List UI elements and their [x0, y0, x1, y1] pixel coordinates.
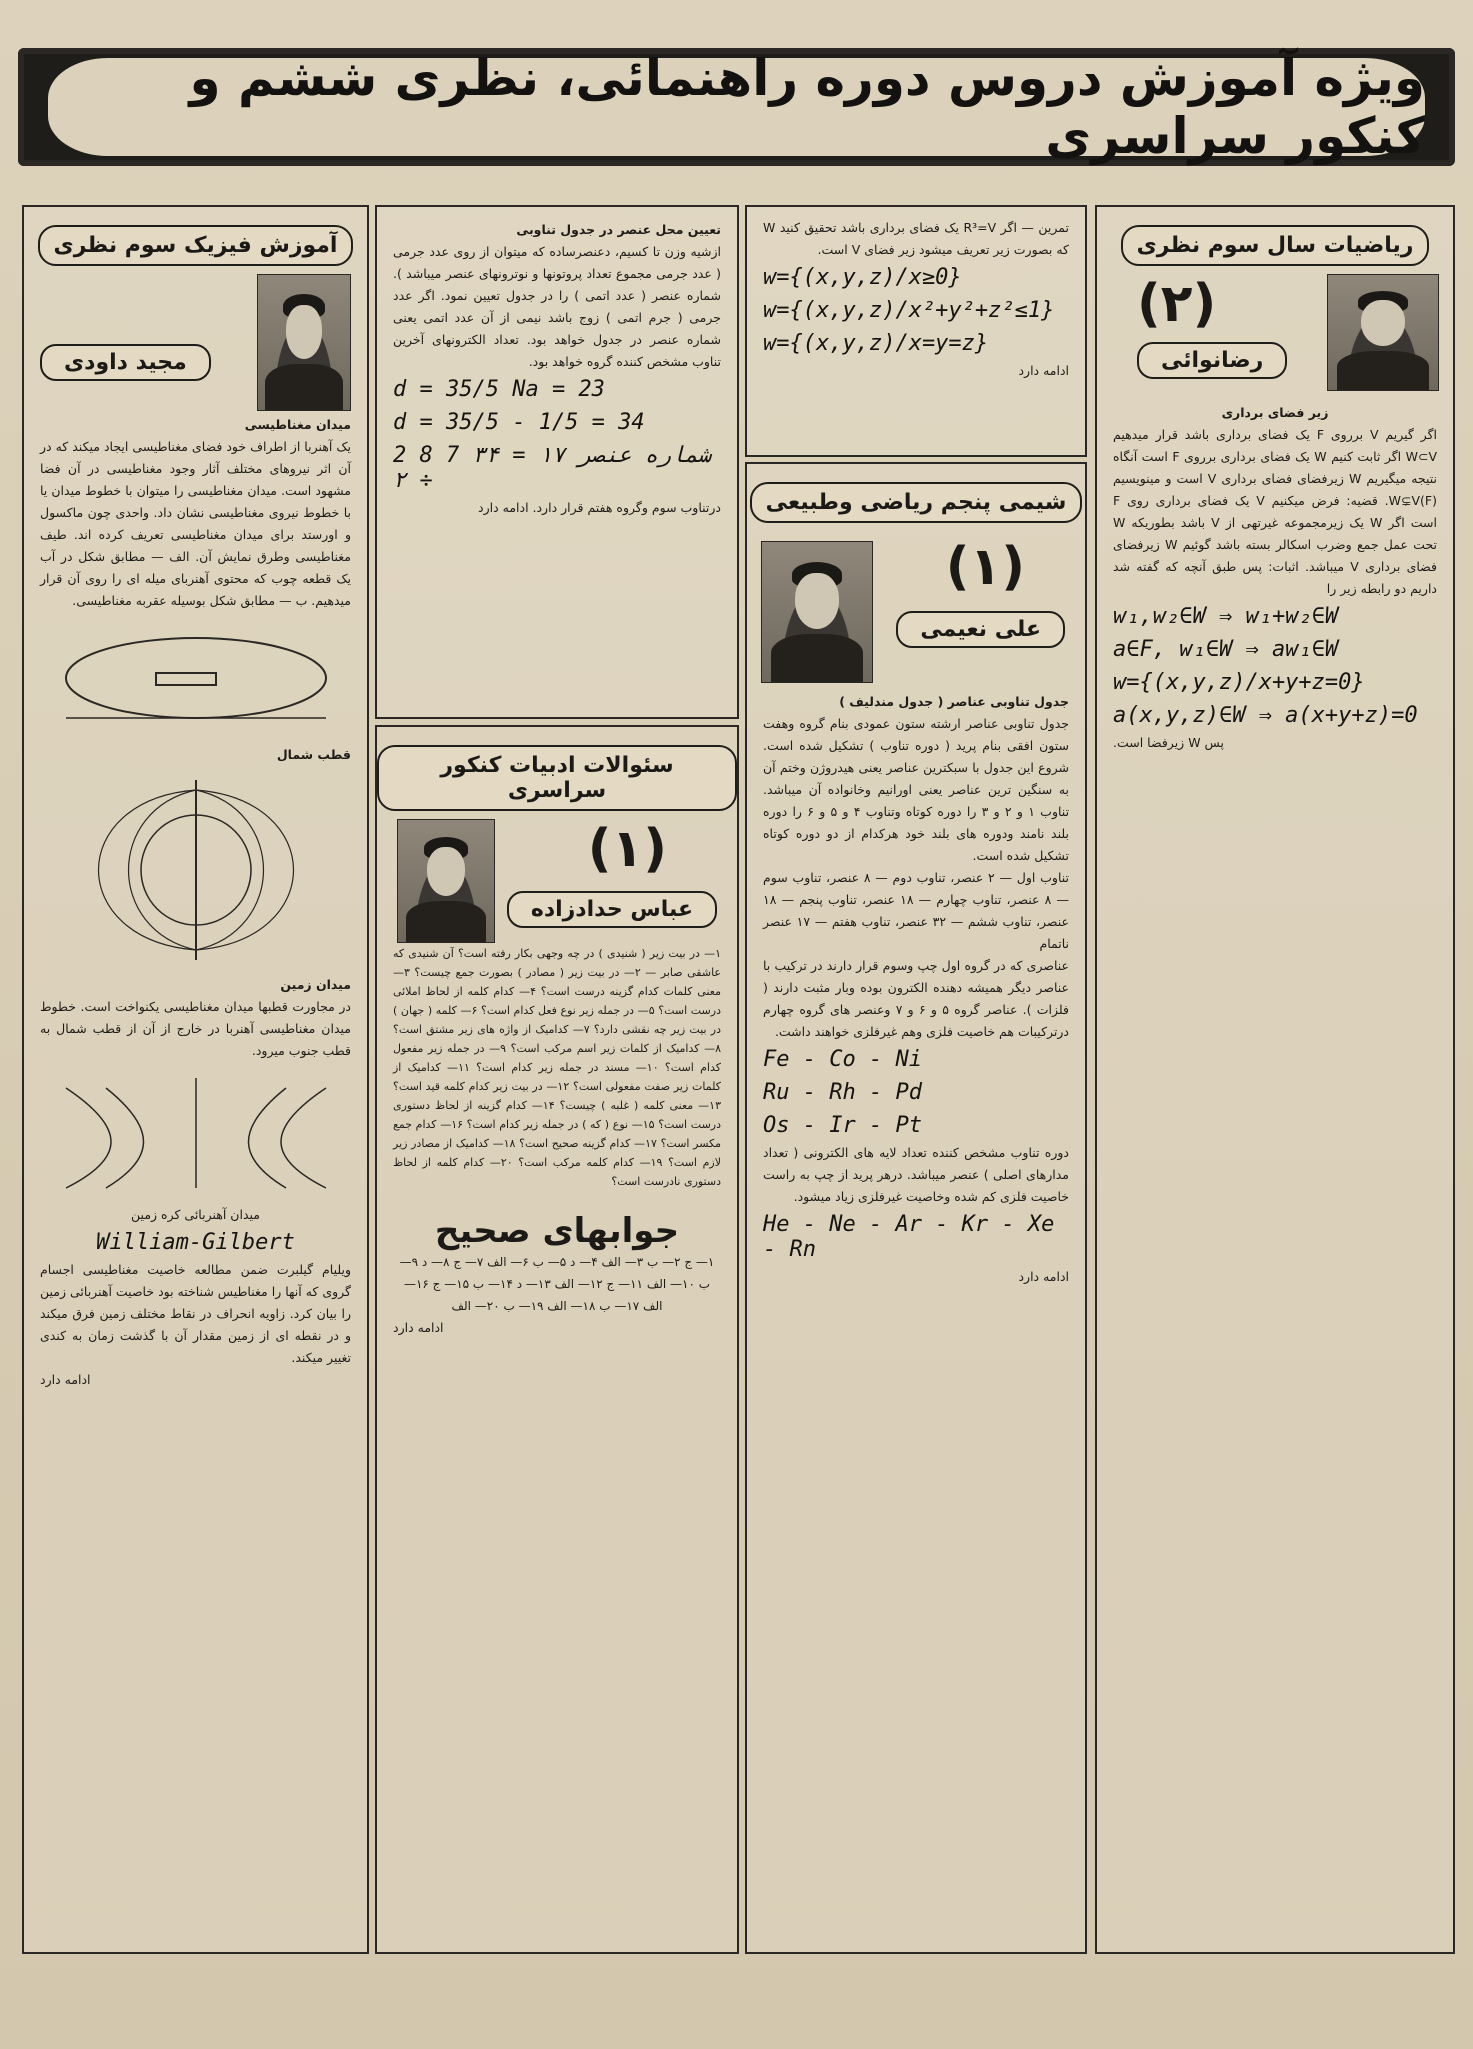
math-title: ریاضیات سال سوم نظری	[1121, 225, 1430, 266]
article-body: ازشیه وزن تا کسیم، دعنصرساده که میتوان از روی عدد جرمی ( عدد جرمی مجموع تعداد پروتونها و نوترونهای عنصر میباشد ). شماره عنصر ( عدد اتمی ) را در جدول تعیین نمود. اگر عدد جرمی ( جرم اتمی ) زوج باشد نیمی از آن عدد اتمی یعنی شماره عنصر در جدول خواهد بود. تعداد الکترونهای آخرین تناوب مشخص کننده گروه خواهد بود.	[393, 244, 721, 369]
article-body: در مجاورت قطبها میدان مغناطیسی یکنواخت است. خطوط میدان مغناطیسی آهنربا در خارج از آن از قطب شمال به قطب جنوب میرود.	[40, 999, 351, 1058]
noble-gases: He - Ne - Ar - Kr - Xe - Rn	[763, 1212, 1055, 1262]
author-photo	[761, 541, 873, 683]
author-photo	[1327, 274, 1439, 391]
author-photo	[257, 274, 351, 411]
figure-label: قطب شمال	[276, 747, 351, 762]
exercise-box	[745, 205, 1087, 457]
article-footer: ادامه دارد	[40, 1372, 91, 1387]
literature-column	[375, 725, 739, 1954]
equation: w={(x,y,z)/x²+y²+z²≤1}	[763, 298, 1055, 323]
equation: 2 8 7 شماره عنصر ۱۷ = ۳۴ ÷ ۲	[393, 443, 711, 493]
equation: d = 35/5 Na = 23	[393, 377, 605, 402]
article-body: ویلیام گیلبرت ضمن مطالعه خاصیت مغناطیسی اجسام گروی که آنها را مغناطیس شناخته بود خاصیت آهنربائی زمین را بیان کرد. زاویه انحراف در نقاط مختلف زمین فرق میکند و در نقطه ای از زمین مقدار آن با گذشت زمان به کندی تغییر میکند.	[40, 1262, 351, 1365]
author-name: مجید داودی	[40, 344, 211, 381]
article-body: دوره تناوب مشخص کننده تعداد لایه های الکترونی ( تعداد مدارهای اصلی ) عنصر میباشد. درهر پرید از چپ به راست خاصیت فلزی کم شده وخاصیت غیرفلزی زیاد میشود.	[763, 1145, 1069, 1204]
article-footer: درتناوب سوم وگروه هفتم قرار دارد. ادامه دارد	[478, 500, 721, 515]
element-row: Fe - Co - Ni	[763, 1047, 922, 1072]
author-photo	[397, 819, 495, 943]
physics-column	[22, 205, 369, 1954]
article-body: یک آهنربا از اطراف خود فضای مغناطیسی ایجاد میکند که در آن اثر نیروهای مختلف آثار وجود مغناطیسی در آن فضا مشهود است. میدان مغناطیسی را میتوان با خطوط میدان یا با خطوط نیروی مغناطیسی نشان داد. واحدی چون ماکسول و اورستد برای میدان مغناطیسی تعریف کرده اند. طیف مغناطیسی وطرق نمایش آن. الف — مطابق شکل در آب یک قطعه چوب که محتوی آهنربای میله ای را روی آن قرار میدهیم. ب — مطابق شکل بوسیله عقربه مغناطیسی.	[40, 439, 351, 608]
chemistry-title: شیمی پنجم ریاضی وطبیعی	[750, 482, 1083, 523]
section-heading: میدان مغناطیسی	[244, 417, 351, 432]
masthead-banner	[18, 48, 1455, 166]
magnet-float-sketch	[46, 618, 346, 738]
figure-caption: میدان آهنربائی کره زمین	[131, 1207, 260, 1222]
author-name: علی نعیمی	[896, 611, 1065, 648]
literature-title: سئوالات ادبیات کنکور سراسری	[377, 745, 737, 811]
article-footer: ادامه دارد	[393, 1320, 444, 1335]
answers-list: ۱— ج ۲— ب ۳— الف ۴— د ۵— ب ۶— الف ۷— ج ۸— د ۹— ب ۱۰— الف ۱۱— ج ۱۲— الف ۱۳— د ۱۴— ب ۱۵— ج ۱۶— الف ۱۷— ب ۱۸— الف ۱۹— ب ۲۰— الف	[399, 1255, 715, 1313]
scientist-name: William-Gilbert	[96, 1230, 295, 1255]
page-title: ویژه آموزش دروس دوره راهنمائی، نظری ششم و کنکور سراسری	[189, 49, 1425, 165]
equation: a(x,y,z)∈W ⇒ a(x+y+z)=0	[1113, 703, 1418, 728]
element-row: Ru - Rh - Pd	[763, 1080, 922, 1105]
article-footer: ادامه دارد	[1018, 1269, 1069, 1284]
equation: a∈F, w₁∈W ⇒ aw₁∈W	[1113, 637, 1339, 662]
questions-list: ۱— در بیت زیر ( شنیدی ) در چه وجهی بکار رفته است؟ آن شنیدی که عاشقی صابر — ۲— در بیت زیر ( مصادر ) بصورت جمع چیست؟ ۳— معنی کلمات کدام گزینه درست است؟ ۴— کدام کلمه از لحاظ املائی درست است؟ ۵— در جمله زیر نوع فعل کدام است؟ ۶— کلمه ( جهان ) در بیت زیر چه نقشی دارد؟ ۷— کدامیک از واژه های زیر مشتق است؟ ۸— کدامیک از کلمات زیر اسم مرکب است؟ ۹— در جمله زیر مفعول کدام است؟ ۱۰— مسند در جمله زیر کدام است؟ ۱۱— کدامیک از کلمات زیر صفت مفعولی است؟ ۱۲— در بیت زیر کدام کلمه قید است؟ ۱۳— معنی کلمه ( غلبه ) چیست؟ ۱۴— کدام گزینه از لحاظ دستوری درست است؟ ۱۵— نوع ( که ) در جمله زیر کدام است؟ ۱۶— کدام جمع مکسر است؟ ۱۷— کدام گزینه صحیح است؟ ۱۸— کدامیک از مصادر زیر لازم است؟ ۱۹— کدام کلمه مرکب است؟ ۲۰— کدام کلمه از لحاظ دستوری نادرست است؟	[393, 947, 722, 1188]
equation: w={(x,y,z)/x≥0}	[763, 265, 962, 290]
earth-field-sketch	[46, 1068, 346, 1198]
article-body: جدول تناوبی عناصر ارشته ستون عمودی بنام گروه وهفت ستون افقی بنام پرید ( دوره تناوب ) تشکیل شده است. شروع این جدول با سبکترین عناصر یعنی هیدروژن وختم آن به سنگین ترین عناصر یعنی اورانیم وخانواده آن میباشد. تناوب ۱ و ۲ و ۳ را دوره کوتاه وتناوب ۴ و ۵ و ۶ را دوره بلند نامند ودوره های بلند خود هرکدام از دو دوره کوتاه تشکیل شده است.	[763, 716, 1070, 863]
equation: w={(x,y,z)/x+y+z=0}	[1113, 670, 1365, 695]
field-lines-diagram	[46, 770, 346, 970]
section-heading: تعیین محل عنصر در جدول تناوبی	[516, 222, 721, 237]
element-row: Os - Ir - Pt	[763, 1113, 922, 1138]
author-name: رضانوائی	[1137, 342, 1287, 379]
article-body: عناصری که در گروه اول چپ وسوم قرار دارند در ترکیب با عناصر دیگر همیشه دهنده الکترون بوده وبار مثبت دارند ( فلزات ). عناصر گروه ۵ و ۶ و ۷ وعنصر های گروه چهارم درترکیبات هم خاصیت فلزی وهم غیرفلزی خواهند داشت.	[763, 958, 1070, 1039]
issue-number: (۲)	[1137, 274, 1217, 334]
section-heading: زیر فضای برداری	[1221, 405, 1329, 420]
chemistry-column	[745, 462, 1087, 1954]
exercise-text: تمرین — اگر R³=V یک فضای برداری باشد تحقیق کنید W که بصورت زیر تعریف میشود زیر فضای V است.	[763, 220, 1070, 257]
periods-list: تناوب اول — ۲ عنصر، تناوب دوم — ۸ عنصر، تناوب سوم — ۸ عنصر، تناوب چهارم — ۱۸ عنصر، تناوب پنجم — ۱۸ عنصر، تناوب ششم — ۳۲ عنصر، تناوب هفتم — ۱۷ عنصر ناتمام	[763, 870, 1069, 951]
answers-title: جوابهای صحیح	[434, 1211, 680, 1251]
periodic-box	[375, 205, 739, 719]
figure-label: میدان زمین	[280, 977, 351, 992]
issue-number: (۱)	[945, 537, 1025, 597]
equation: w₁,w₂∈W ⇒ w₁+w₂∈W	[1113, 604, 1339, 629]
issue-number: (۱)	[587, 819, 667, 879]
article-body: اگر گیریم V برروی F یک فضای برداری باشد قرار میدهیم W⊂V اگر ثابت کنیم W یک فضای برداری برروی F است آنگاه نتیجه میگیریم W زیرفضای فضای برداری V است و مینویسیم W⊊V(F). قضیه: فرض میکنیم V یک فضای برداری روی F است اگر W یک زیرمجموعه غیرتهی از V باشد بطوریکه W تحت عمل جمع وضرب اسکالر بسته باشد گوئیم W زیرفضای فضای برداری V میباشد. اثبات: پس طبق آنچه که گفته شد داریم دو رابطه زیر را	[1113, 427, 1438, 596]
section-heading: جدول تناوبی عناصر ( جدول مندلیف )	[839, 694, 1069, 709]
article-footer: پس W زیرفضا است.	[1113, 735, 1224, 750]
masthead-frame	[48, 49, 1425, 165]
author-name: عباس حدادزاده	[507, 891, 717, 928]
equation: d = 35/5 - 1/5 = 34	[393, 410, 645, 435]
physics-title: آموزش فیزیک سوم نظری	[38, 225, 354, 266]
equation: w={(x,y,z)/x=y=z}	[763, 331, 989, 356]
continued-note: ادامه دارد	[1018, 363, 1069, 378]
math-column	[1095, 205, 1455, 1954]
